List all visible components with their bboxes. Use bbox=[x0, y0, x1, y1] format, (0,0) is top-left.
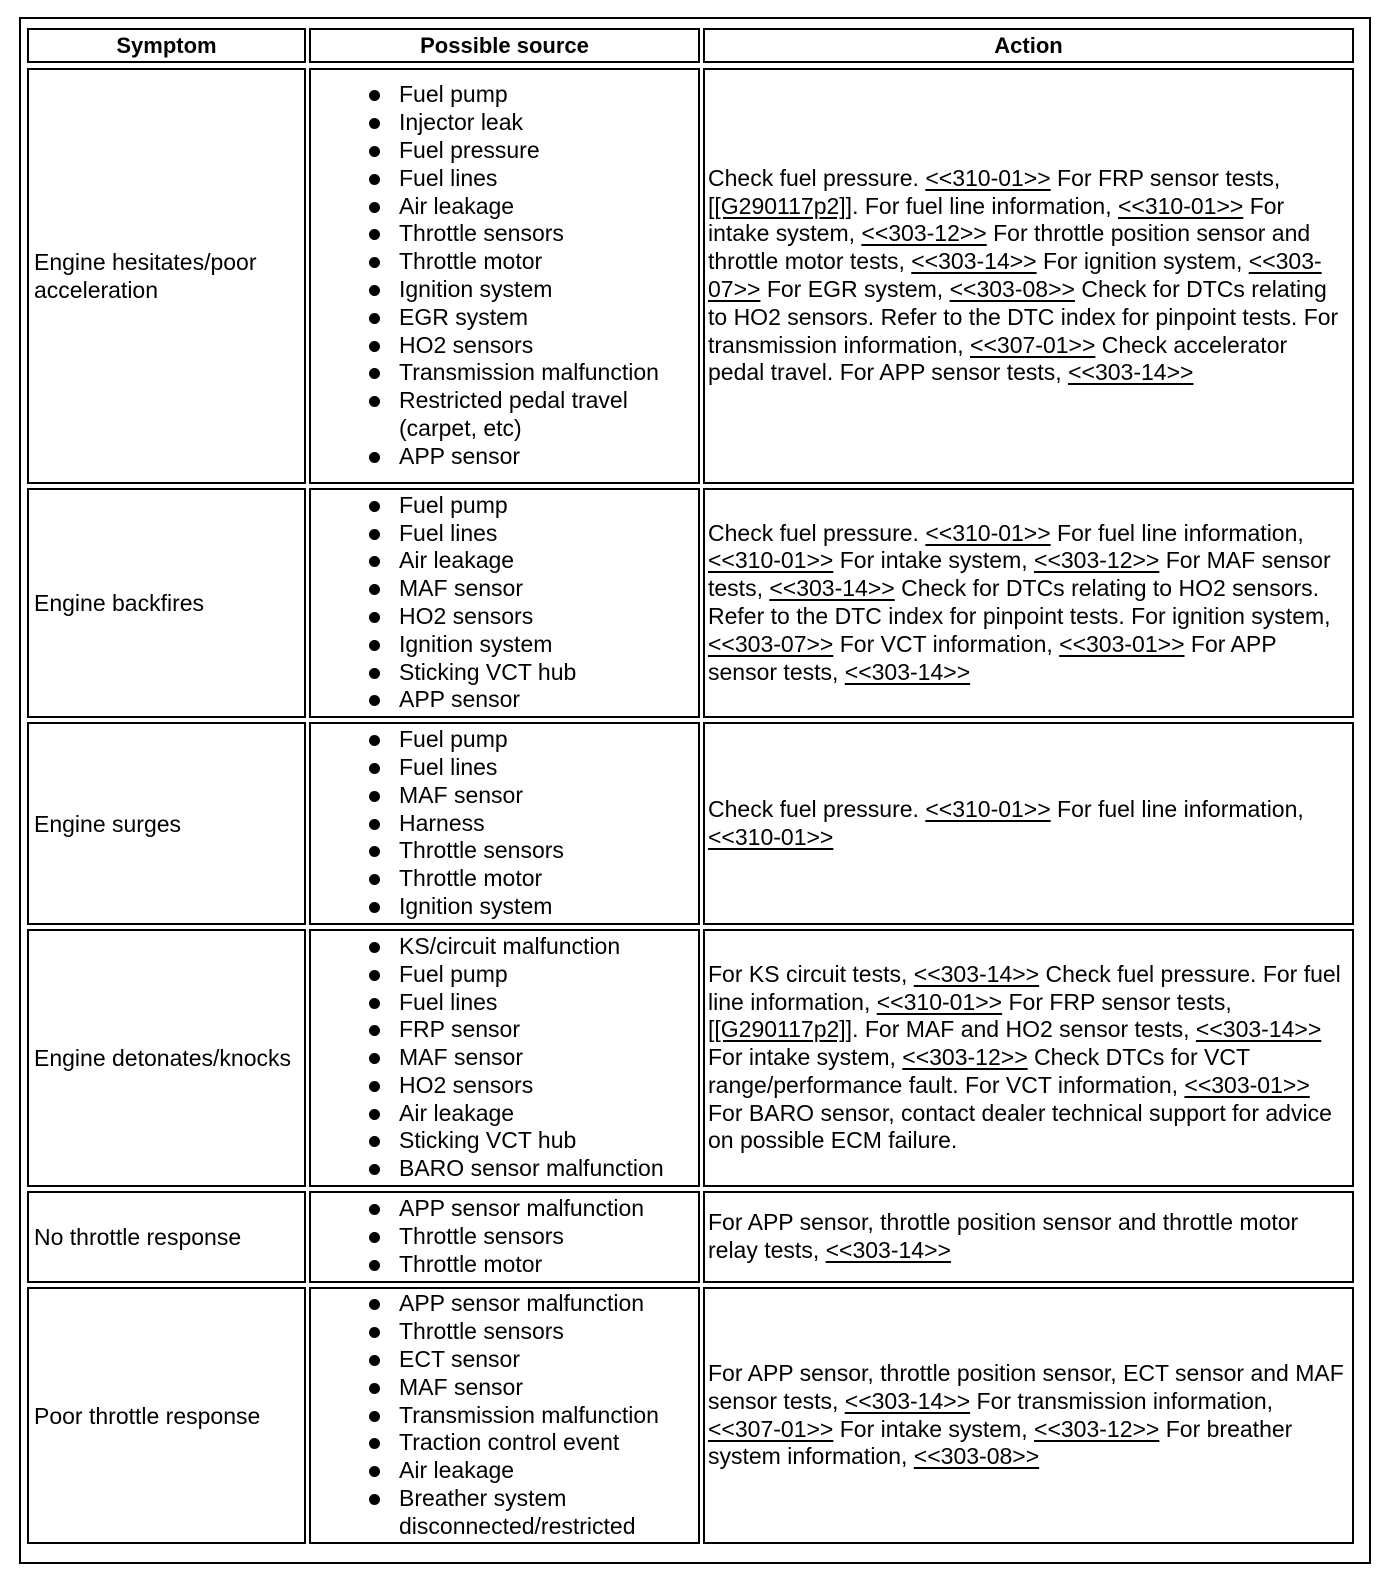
list-item: Sticking VCT hub bbox=[367, 1127, 664, 1155]
possible-source-cell bbox=[309, 68, 700, 484]
list-item: Air leakage bbox=[367, 1100, 664, 1128]
possible-source-cell bbox=[309, 1191, 700, 1283]
possible-source-cell bbox=[309, 722, 700, 925]
action-text bbox=[708, 796, 1348, 852]
action-text-segment: For intake system, bbox=[708, 1044, 903, 1071]
action-text-segment: For EGR system, bbox=[760, 276, 950, 302]
action-text-segment: For APP sensor tests, bbox=[708, 630, 1277, 685]
symptom-header: Symptom bbox=[27, 28, 306, 63]
reference-link[interactable]: <<303-14>> bbox=[911, 248, 1037, 275]
action-text-segment: For VCT information, bbox=[833, 630, 1060, 657]
reference-link[interactable]: <<303-14>> bbox=[913, 960, 1040, 987]
reference-link[interactable]: <<303-07>> bbox=[708, 248, 1322, 302]
reference-link[interactable]: <<303-08>> bbox=[949, 276, 1075, 302]
action-text bbox=[708, 961, 1348, 1156]
list-item: MAF sensor bbox=[367, 1044, 664, 1072]
action-text-segment: For FRP sensor tests, bbox=[1002, 988, 1232, 1015]
action-text-segment: For MAF sensor tests, bbox=[708, 547, 1331, 602]
action-text-segment: For APP sensor, throttle position sensor and throttle motor relay tests, bbox=[708, 1209, 1299, 1263]
list-item: MAF sensor bbox=[367, 782, 564, 810]
list-item: Throttle sensors bbox=[367, 837, 564, 865]
list-item: Fuel lines bbox=[367, 754, 564, 782]
action-text-segment: For APP sensor, throttle position sensor, ECT sensor and MAF sensor tests, bbox=[708, 1359, 1344, 1414]
list-item: Throttle motor bbox=[367, 865, 564, 893]
source-list bbox=[311, 492, 576, 714]
reference-link[interactable]: <<307-01>> bbox=[708, 1415, 834, 1442]
action-text-segment: Check DTCs for VCT range/performance fault. For VCT information, bbox=[708, 1044, 1250, 1098]
source-list bbox=[311, 726, 564, 921]
list-item: Harness bbox=[367, 810, 564, 838]
list-item: Traction control event bbox=[367, 1429, 698, 1457]
list-item: Restricted pedal travel (carpet, etc) bbox=[367, 387, 698, 443]
reference-link[interactable]: <<303-01>> bbox=[1184, 1071, 1310, 1098]
diagnostic-table bbox=[19, 17, 1371, 1564]
action-text-segment: For intake system, bbox=[833, 547, 1035, 574]
possible-source-cell bbox=[309, 929, 700, 1187]
action-text-segment: Check fuel pressure. For fuel line information, bbox=[708, 960, 1341, 1015]
list-item: MAF sensor bbox=[367, 1374, 698, 1402]
reference-link[interactable]: <<303-12>> bbox=[1034, 1415, 1160, 1442]
reference-link[interactable]: <<310-01>> bbox=[925, 519, 1051, 546]
list-item: Fuel pump bbox=[367, 81, 698, 109]
list-item: Ignition system bbox=[367, 631, 576, 659]
list-item: APP sensor bbox=[367, 443, 698, 471]
action-text-segment: For ignition system, bbox=[1036, 248, 1249, 275]
action-text-segment: Check accelerator pedal travel. For APP sensor tests, bbox=[708, 331, 1288, 386]
action-cell bbox=[703, 68, 1354, 484]
list-item: Air leakage bbox=[367, 1457, 698, 1485]
action-text bbox=[708, 1360, 1348, 1471]
action-cell bbox=[703, 722, 1354, 925]
list-item: Ignition system bbox=[367, 893, 564, 921]
list-item: Fuel pressure bbox=[367, 137, 698, 165]
source-list bbox=[311, 1195, 644, 1278]
list-item: Fuel pump bbox=[367, 961, 664, 989]
action-cell bbox=[703, 1287, 1354, 1544]
symptom-cell: Engine backfires bbox=[27, 488, 306, 718]
action-cell bbox=[703, 488, 1354, 718]
reference-link[interactable]: <<310-01>> bbox=[708, 823, 834, 850]
action-text-segment: For intake system, bbox=[708, 192, 1285, 247]
action-text-segment: For transmission information, bbox=[970, 1387, 1274, 1414]
symptom-cell: Poor throttle response bbox=[27, 1287, 306, 1544]
list-item: Fuel pump bbox=[367, 726, 564, 754]
source-list bbox=[311, 81, 698, 470]
reference-link[interactable]: [[G290117p2]] bbox=[708, 192, 853, 219]
list-item: Fuel lines bbox=[367, 165, 698, 193]
list-item: Breather system disconnected/restricted bbox=[367, 1485, 698, 1541]
reference-link[interactable]: <<310-01>> bbox=[925, 164, 1051, 191]
symptom-cell: Engine detonates/knocks bbox=[27, 929, 306, 1187]
action-text-segment: Check fuel pressure. bbox=[708, 795, 926, 822]
action-text-segment: For breather system information, bbox=[708, 1415, 1293, 1470]
action-text-segment: Check for DTCs relating to HO2 sensors. Refer to the DTC index for pinpoint tests. For transmission information, bbox=[708, 276, 1339, 358]
list-item: APP sensor malfunction bbox=[367, 1290, 698, 1318]
list-item: Air leakage bbox=[367, 193, 698, 221]
action-text-segment: For KS circuit tests, bbox=[708, 960, 914, 987]
reference-link[interactable]: <<303-12>> bbox=[1034, 547, 1160, 574]
action-text-segment: For BARO sensor, contact dealer technical support for advice on possible ECM failure. bbox=[708, 1099, 1332, 1154]
list-item: Fuel lines bbox=[367, 989, 664, 1017]
action-text-segment: . For MAF and HO2 sensor tests, bbox=[852, 1016, 1196, 1043]
action-text-segment: For fuel line information, bbox=[1050, 795, 1304, 822]
list-item: Throttle sensors bbox=[367, 1223, 644, 1251]
list-item: Sticking VCT hub bbox=[367, 659, 576, 687]
reference-link[interactable]: <<303-14>> bbox=[769, 575, 895, 602]
possible-source-cell bbox=[309, 488, 700, 718]
list-item: APP sensor bbox=[367, 686, 576, 714]
list-item: Throttle motor bbox=[367, 1251, 644, 1279]
action-text-segment: Check for DTCs relating to HO2 sensors. Refer to the DTC index for pinpoint tests. For ignition system, bbox=[708, 575, 1331, 629]
list-item: Fuel lines bbox=[367, 520, 576, 548]
reference-link[interactable]: <<303-12>> bbox=[902, 1044, 1028, 1071]
action-text-segment: Check fuel pressure. bbox=[708, 519, 926, 546]
list-item: FRP sensor bbox=[367, 1016, 664, 1044]
list-item: Transmission malfunction bbox=[367, 359, 698, 387]
reference-link[interactable]: <<310-01>> bbox=[925, 795, 1051, 822]
reference-link[interactable]: <<310-01>> bbox=[1117, 192, 1244, 219]
action-text-segment: Check fuel pressure. bbox=[708, 164, 926, 191]
list-item: KS/circuit malfunction bbox=[367, 933, 664, 961]
reference-link[interactable]: <<310-01>> bbox=[708, 547, 834, 574]
list-item: Air leakage bbox=[367, 547, 576, 575]
reference-link[interactable]: <<303-07>> bbox=[708, 630, 834, 657]
list-item: ECT sensor bbox=[367, 1346, 698, 1374]
list-item: Ignition system bbox=[367, 276, 698, 304]
reference-link[interactable]: <<303-12>> bbox=[861, 220, 987, 247]
list-item: BARO sensor malfunction bbox=[367, 1155, 664, 1183]
reference-link[interactable]: <<303-14>> bbox=[825, 1237, 951, 1263]
list-item: EGR system bbox=[367, 304, 698, 332]
action-text bbox=[708, 520, 1348, 687]
reference-link[interactable]: <<303-14>> bbox=[1068, 359, 1194, 386]
list-item: HO2 sensors bbox=[367, 332, 698, 360]
action-text-segment: For throttle position sensor and throttle motor tests, bbox=[708, 220, 1311, 275]
action-header: Action bbox=[703, 28, 1354, 63]
symptom-cell: No throttle response bbox=[27, 1191, 306, 1283]
list-item: Injector leak bbox=[367, 109, 698, 137]
list-item: Throttle motor bbox=[367, 248, 698, 276]
list-item: Throttle sensors bbox=[367, 1318, 698, 1346]
action-text bbox=[708, 165, 1348, 387]
action-text-segment: For intake system, bbox=[833, 1415, 1035, 1442]
action-cell bbox=[703, 1191, 1354, 1283]
source-list bbox=[311, 933, 664, 1183]
reference-link[interactable]: <<307-01>> bbox=[970, 331, 1096, 358]
symptom-cell: Engine hesitates/poor acceleration bbox=[27, 68, 306, 484]
list-item: Fuel pump bbox=[367, 492, 576, 520]
possible-source-header: Possible source bbox=[309, 28, 700, 63]
action-text-segment: . For fuel line information, bbox=[852, 192, 1118, 219]
list-item: APP sensor malfunction bbox=[367, 1195, 644, 1223]
reference-link[interactable]: <<303-01>> bbox=[1059, 630, 1185, 657]
reference-link[interactable]: [[G290117p2]] bbox=[708, 1016, 853, 1043]
source-list bbox=[311, 1290, 698, 1540]
reference-link[interactable]: <<310-01>> bbox=[876, 988, 1003, 1015]
reference-link[interactable]: <<303-14>> bbox=[844, 1387, 971, 1414]
reference-link[interactable]: <<303-14>> bbox=[1195, 1016, 1322, 1043]
action-cell bbox=[703, 929, 1354, 1187]
list-item: Throttle sensors bbox=[367, 220, 698, 248]
possible-source-cell bbox=[309, 1287, 700, 1544]
action-text-segment: For FRP sensor tests, bbox=[1050, 164, 1281, 191]
symptom-cell: Engine surges bbox=[27, 722, 306, 925]
list-item: HO2 sensors bbox=[367, 1072, 664, 1100]
list-item: HO2 sensors bbox=[367, 603, 576, 631]
action-text-segment: For fuel line information, bbox=[1050, 519, 1304, 546]
list-item: Transmission malfunction bbox=[367, 1402, 698, 1430]
action-text bbox=[708, 1209, 1348, 1265]
reference-link[interactable]: <<303-14>> bbox=[844, 658, 971, 685]
reference-link[interactable]: <<303-08>> bbox=[913, 1443, 1040, 1470]
list-item: MAF sensor bbox=[367, 575, 576, 603]
